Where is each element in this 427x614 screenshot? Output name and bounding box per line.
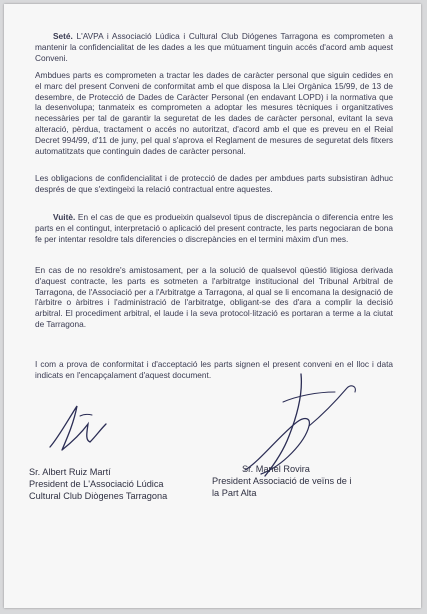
clause-seventh-heading: Seté.	[53, 31, 73, 41]
left-signature-block	[29, 466, 167, 503]
right-signatory-name: Sr. Manel Rovira	[242, 464, 310, 474]
left-signatory-role-line1: President de L'Associació Lúdica	[29, 479, 164, 490]
clause-eighth-text: En el cas de que es produeixin qualsevol tipus de discrepància o diferencia entre les parts en el contingut, interpretació o aplicació del present contracte, les parts negociaran de bona fe per intentar resoldre tals diferencies o discrepàncies en el termini màxim d'un mes.	[35, 212, 393, 244]
document-page	[4, 4, 421, 608]
clause-eighth-paragraph	[35, 212, 393, 244]
confidentiality-paragraph: Les obligacions de confidencialitat i de protecció de dades per ambdues parts subsistiran àdhuc després de que s'extingeixi la relació contractual entre aquestes.	[35, 173, 393, 194]
left-signature-image	[32, 402, 127, 462]
left-signatory-name: Sr. Albert Ruiz Martí	[29, 467, 111, 477]
right-signatory-role-line2: la Part Alta	[212, 488, 257, 499]
clause-eighth-heading: Vuitè.	[53, 212, 76, 222]
arbitration-paragraph: En cas de no resoldre's amistosament, per a la solució de qualsevol qüestió litigiosa derivada d'aquest contracte, les parts es sotmeten a l'arbitratge institucional del Tribunal Arbitral de Tarragona, de l'Associació per a l'Arbitratge a Tarragona, al qual se li encomana la designació de l'àrbitre o àrbitres i l'administració de l'arbitratge, obligant-se des d'ara a complir la decisió arbitral. El procediment arbitral, el laude i la seva protocol·lització es portaran a terme a la ciutat de Tarragona.	[35, 265, 393, 329]
clause-seventh-text: L'AVPA i Associació Lúdica i Cultural Club Diógenes Tarragona es comprometen a mantenir la confidencialitat de les dades a les que mútuament tinguin accés d'acord amb aquest Conveni.	[35, 31, 393, 63]
clause-seventh-paragraph	[35, 31, 393, 63]
conformity-paragraph: I com a prova de conformitat i d'acceptació les parts signen el present conveni en el lloc i data indicats en l'encapçalament d'aquest document.	[35, 359, 393, 380]
right-signatory-role-line1: President Associació de veïns de i	[212, 476, 352, 487]
right-signature-block	[212, 463, 351, 500]
left-signatory-role-line2: Cultural Club Diògenes Tarragona	[29, 491, 168, 502]
data-protection-paragraph: Ambdues parts es comprometen a tractar les dades de caràcter personal que siguin cedides en el marc del present Conveni de conformitat amb el que disposa la Llei Orgànica 15/99, de 13 de desembre, de Protecció de Dades de Caràcter Personal (en endavant LOPD) i la normativa que la desenvolupa; tanmateix es comprometen a adoptar les mesures tècniques i organitzatives necessàries per tal de garantir la seguretat de les dades de caràcter personal, evitant la seva alteració, pèrdua, tractament o accés no autoritzat, d'acord amb el que es preveu en el Reial Decret 994/99, d'11 de juny, pel qual s'aprova el Reglament de mesures de seguretat dels fitxers automatitzats que continguin dades de caràcter personal.	[35, 70, 393, 156]
